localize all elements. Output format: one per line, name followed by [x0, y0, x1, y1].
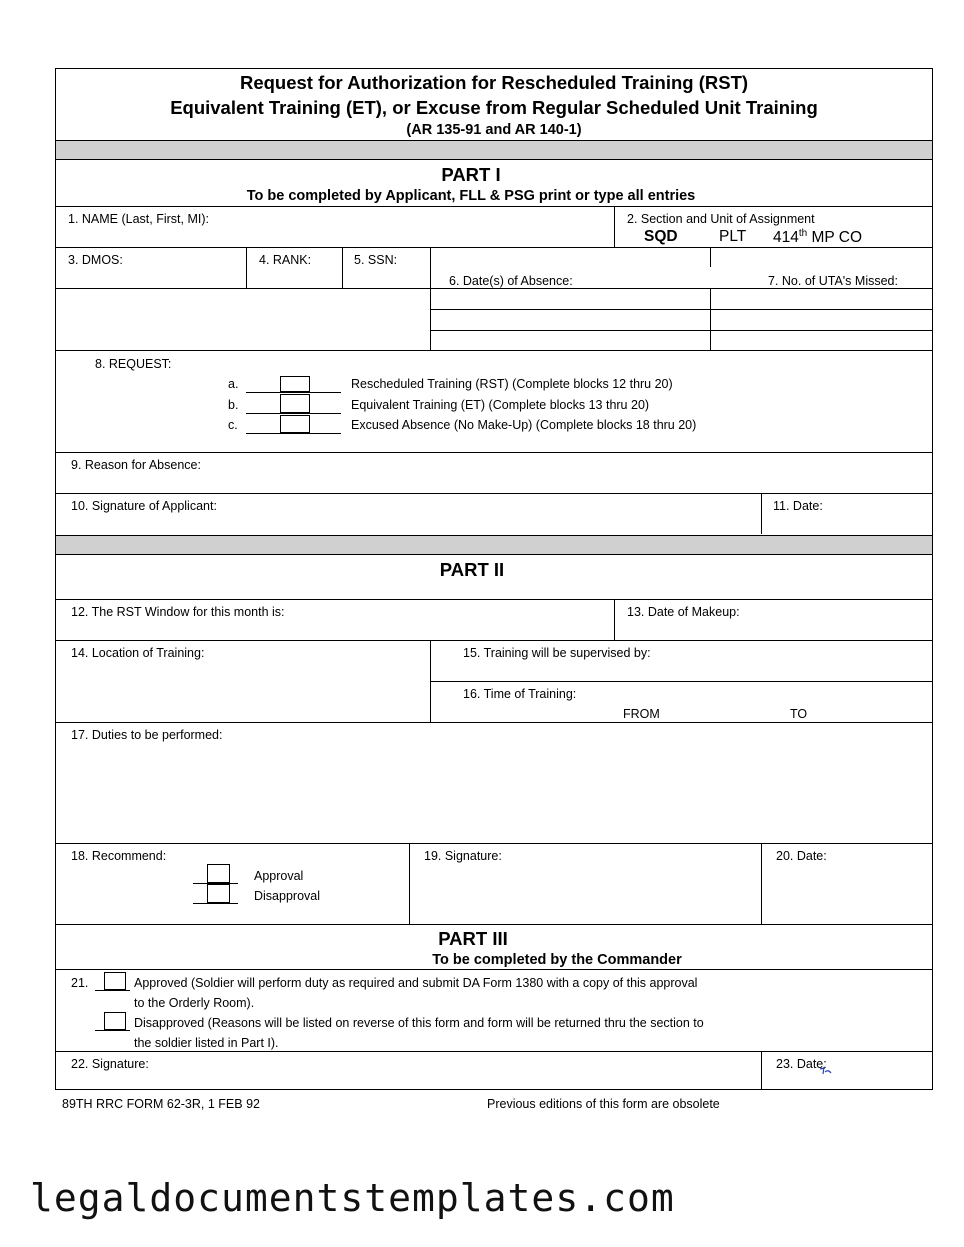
- form-frame: [55, 68, 933, 1090]
- part1-subheading: To be completed by Applicant, FLL & PSG print or type all entries: [246, 188, 696, 204]
- recommend-approval-checkbox[interactable]: [207, 864, 230, 883]
- request-excused-checkbox[interactable]: [280, 415, 310, 433]
- recommender-date-field[interactable]: [762, 844, 932, 923]
- section-plt: PLT: [719, 228, 747, 245]
- section-unit-superscript: th: [798, 228, 808, 239]
- applicant-date-label: 11. Date:: [773, 499, 823, 513]
- commander-date-label: 23. Date:: [776, 1057, 827, 1071]
- request-option-b-text: Equivalent Training (ET) (Complete blocks 13 thru 20): [351, 398, 650, 412]
- request-rst-checkbox[interactable]: [280, 376, 310, 392]
- rank-label: 4. RANK:: [259, 253, 312, 267]
- recommender-signature-field[interactable]: [410, 844, 760, 923]
- dmos-rank-ssn-entry-area[interactable]: [56, 289, 429, 349]
- training-time-label: 16. Time of Training:: [463, 687, 577, 701]
- supervisor-label: 15. Training will be supervised by:: [463, 646, 651, 660]
- reason-field[interactable]: [56, 453, 932, 492]
- rst-window-label: 12. The RST Window for this month is:: [71, 605, 285, 619]
- utas-missed-field[interactable]: [711, 289, 931, 349]
- disapproved-text-line2: the soldier listed in Part I).: [134, 1036, 279, 1050]
- section-unit-number: 414: [773, 229, 799, 247]
- form-regulation-ref: (AR 135-91 and AR 140-1): [406, 122, 582, 138]
- name-field-label: 1. NAME (Last, First, MI):: [68, 212, 209, 226]
- duties-field[interactable]: [56, 723, 932, 842]
- part1-heading: PART I: [441, 164, 501, 185]
- ssn-label: 5. SSN:: [354, 253, 398, 267]
- form-title-line2: Equivalent Training (ET), or Excuse from Regular Scheduled Unit Training: [170, 97, 818, 118]
- separator-band: [56, 140, 932, 160]
- rst-window-field[interactable]: [56, 600, 613, 639]
- approved-text-line2: to the Orderly Room).: [134, 996, 255, 1010]
- request-label: 8. REQUEST:: [95, 357, 172, 371]
- section-unit-label: 2. Section and Unit of Assignment: [627, 212, 815, 226]
- part3-subheading: To be completed by the Commander: [432, 952, 682, 968]
- commander-approved-checkbox[interactable]: [104, 972, 126, 990]
- recommend-disapproval-checkbox[interactable]: [207, 884, 230, 903]
- part2-heading: PART II: [439, 559, 505, 580]
- section-sqd: SQD: [644, 228, 678, 245]
- name-field[interactable]: [56, 219, 612, 245]
- training-time-field[interactable]: [431, 682, 932, 721]
- dates-absence-field[interactable]: [431, 289, 709, 349]
- disapproved-text-line1: Disapproved (Reasons will be listed on reverse of this form and form will be returned thru the section to: [134, 1016, 704, 1030]
- site-watermark: legaldocumentstemplates.com: [30, 1176, 675, 1220]
- applicant-signature-label: 10. Signature of Applicant:: [71, 499, 217, 513]
- time-to-label: TO: [790, 707, 808, 721]
- dates-absence-label: 6. Date(s) of Absence:: [449, 274, 573, 288]
- location-label: 14. Location of Training:: [71, 646, 205, 660]
- request-option-c-text: Excused Absence (No Make-Up) (Complete blocks 18 thru 20): [351, 418, 697, 432]
- recommender-date-label: 20. Date:: [776, 849, 827, 863]
- commander-disapproved-checkbox[interactable]: [104, 1012, 126, 1030]
- part3-heading: PART III: [438, 928, 508, 949]
- makeup-date-label: 13. Date of Makeup:: [627, 605, 740, 619]
- reason-label: 9. Reason for Absence:: [71, 458, 201, 472]
- form-identifier: 89TH RRC FORM 62-3R, 1 FEB 92: [62, 1097, 260, 1111]
- commander-signature-field[interactable]: [56, 1052, 760, 1089]
- makeup-date-field[interactable]: [615, 600, 932, 639]
- request-option-b-letter: b.: [228, 398, 239, 412]
- section-unit: [773, 228, 862, 247]
- applicant-signature-field[interactable]: [56, 494, 760, 534]
- form-title-line1: Request for Authorization for Rescheduled Training (RST): [239, 72, 749, 93]
- duties-label: 17. Duties to be performed:: [71, 728, 223, 742]
- request-et-checkbox[interactable]: [280, 394, 310, 413]
- obsolete-notice: Previous editions of this form are obsolete: [487, 1097, 720, 1111]
- request-option-a-text: Rescheduled Training (RST) (Complete blocks 12 thru 20): [351, 377, 673, 391]
- pen-mark-icon: [819, 1063, 833, 1081]
- applicant-date-field[interactable]: [762, 494, 932, 534]
- recommender-signature-label: 19. Signature:: [424, 849, 502, 863]
- time-from-label: FROM: [623, 707, 660, 721]
- request-option-a-letter: a.: [228, 377, 239, 391]
- commander-signature-label: 22. Signature:: [71, 1057, 149, 1071]
- supervisor-field[interactable]: [431, 641, 932, 680]
- approved-text-line1: Approved (Soldier will perform duty as required and submit DA Form 1380 with a copy of this approval: [134, 976, 698, 990]
- recommend-approval-label: Approval: [254, 869, 304, 883]
- utas-missed-label: 7. No. of UTA's Missed:: [768, 274, 898, 288]
- section-unit-name: MP CO: [807, 229, 863, 247]
- request-option-c-letter: c.: [228, 418, 238, 432]
- recommend-disapproval-label: Disapproval: [254, 889, 321, 903]
- dmos-label: 3. DMOS:: [68, 253, 123, 267]
- commander-date-field[interactable]: [762, 1052, 932, 1089]
- item21-number: 21.: [71, 976, 89, 990]
- location-field[interactable]: [56, 641, 429, 721]
- recommend-label: 18. Recommend:: [71, 849, 167, 863]
- separator-band: [56, 535, 932, 555]
